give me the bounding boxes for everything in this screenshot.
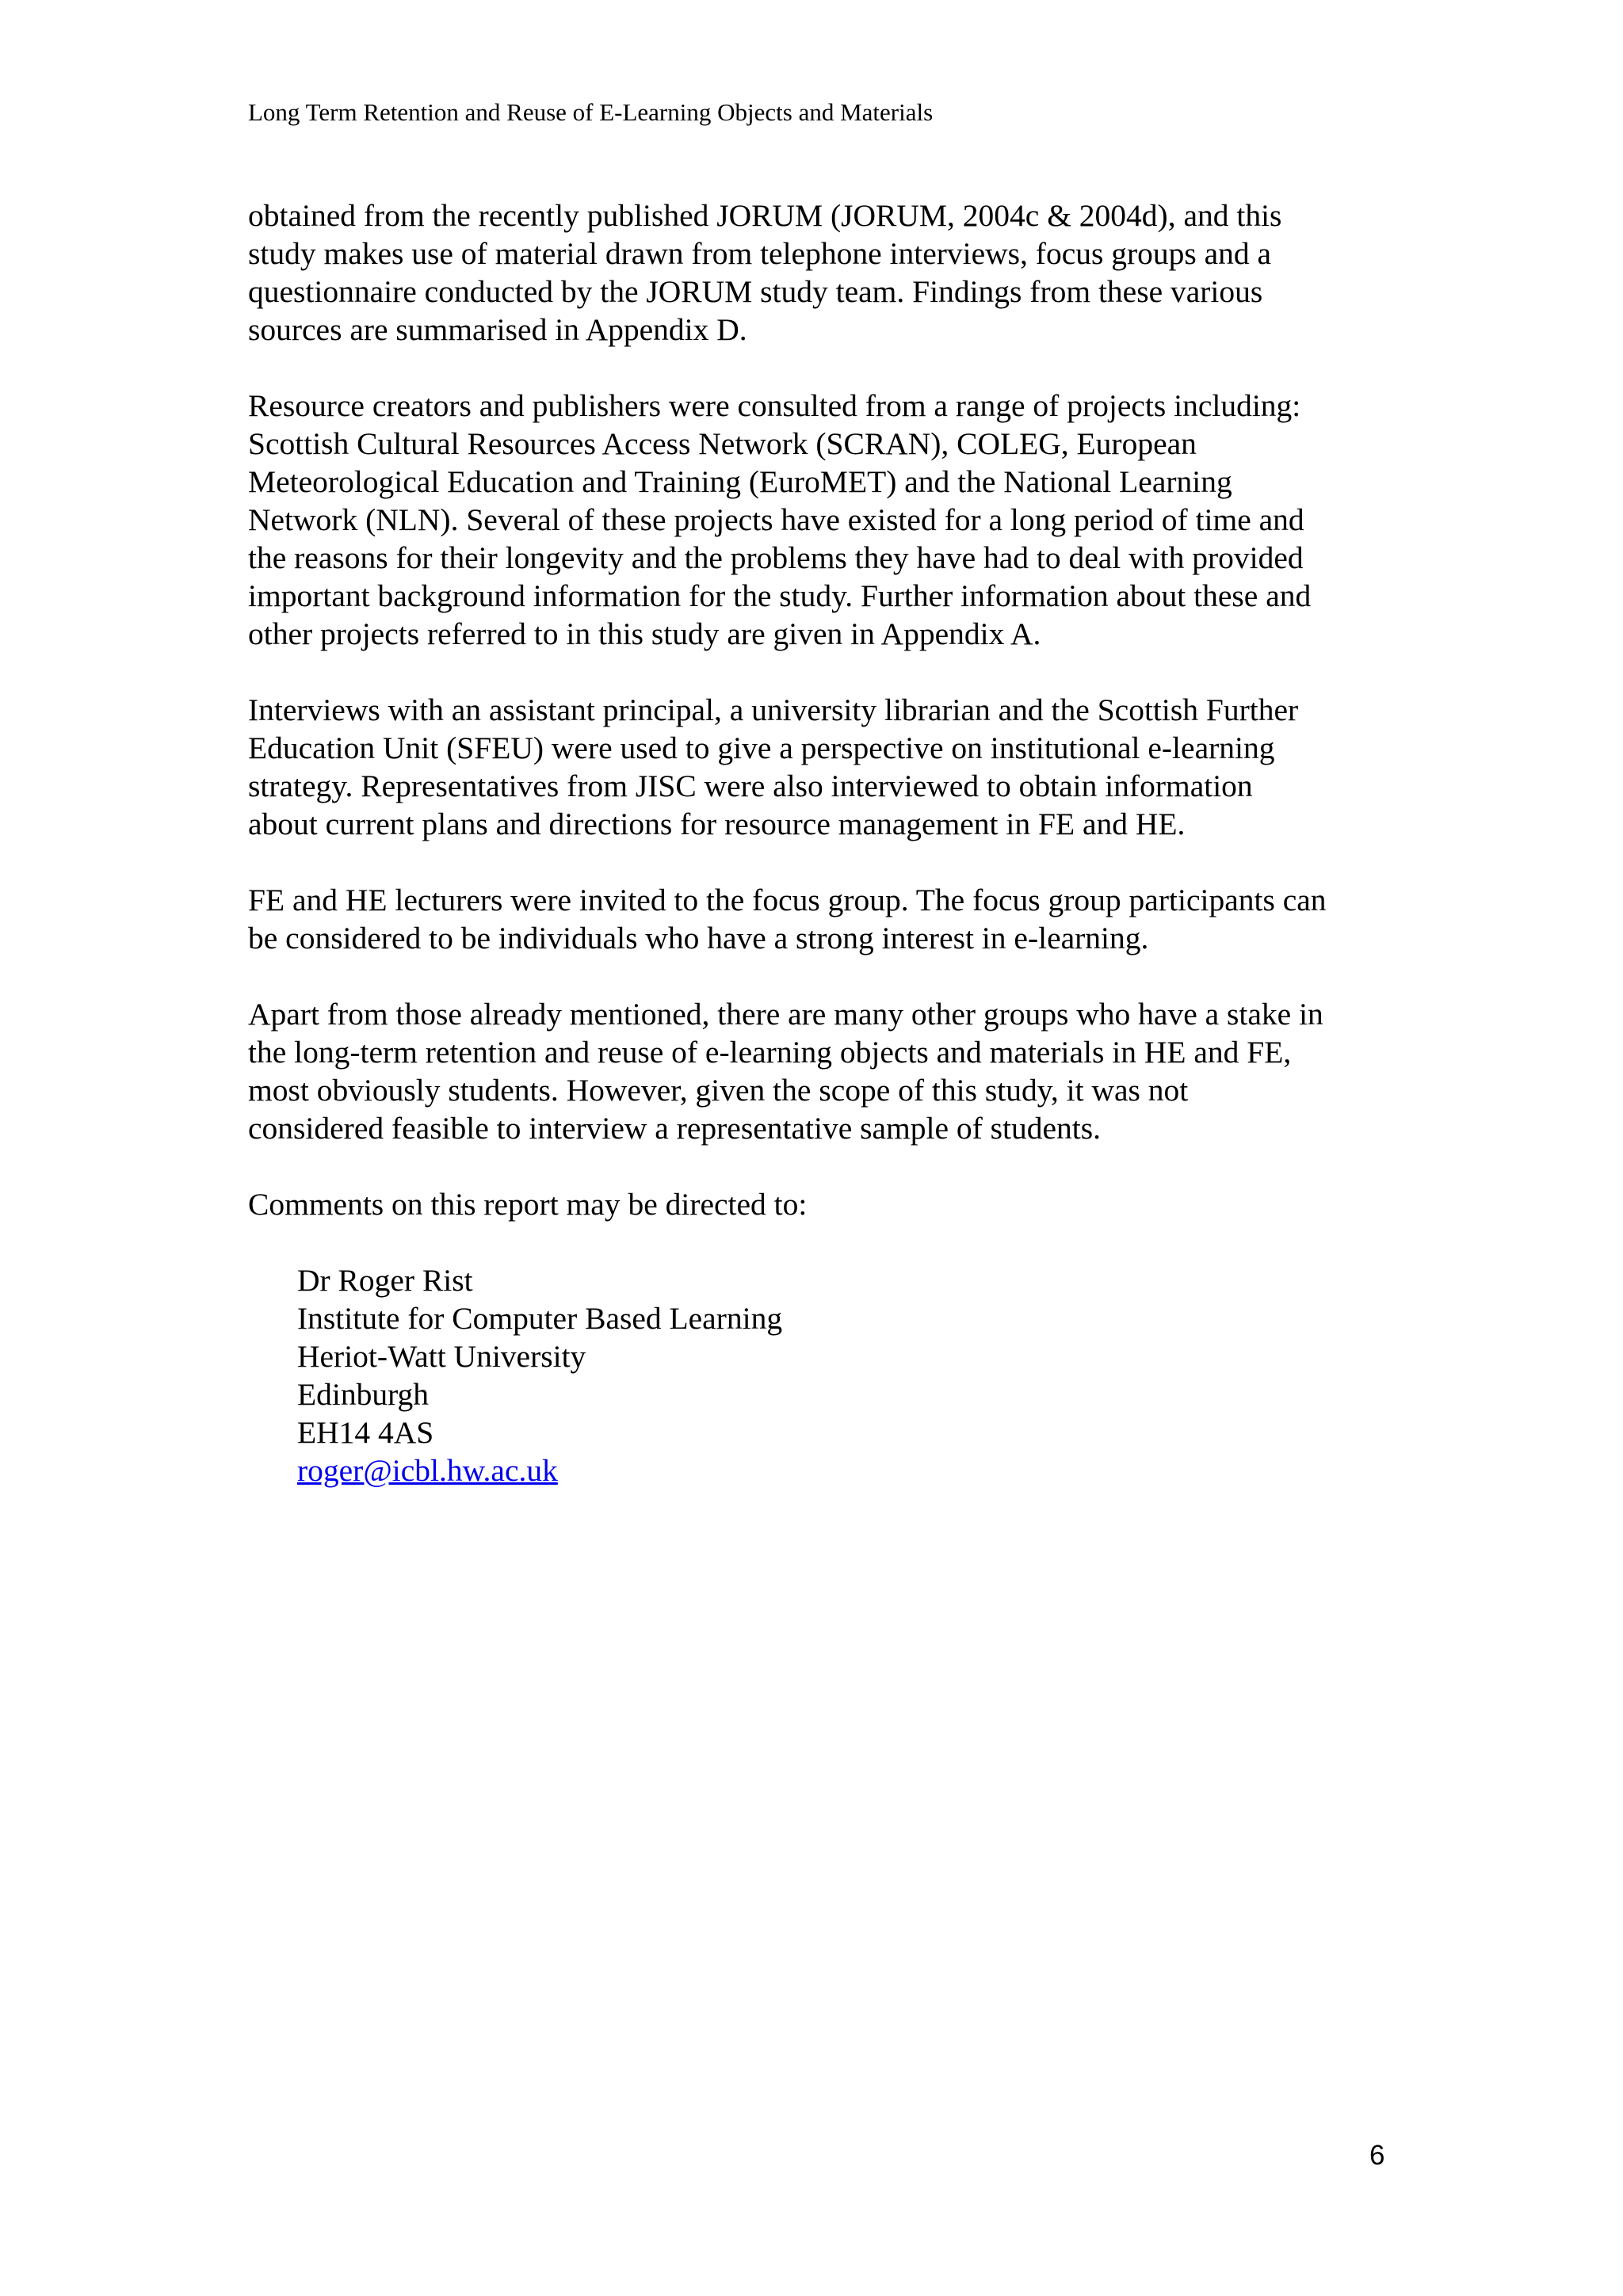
contact-email-line	[297, 1451, 1397, 1489]
text-line: strategy. Representatives from JISC were also interviewed to obtain information	[248, 769, 1253, 803]
text-line: Comments on this report may be directed to:	[248, 1187, 808, 1222]
contact-name: Dr Roger Rist	[297, 1263, 473, 1298]
text-line: most obviously students. However, given the scope of this study, it was not	[248, 1073, 1189, 1108]
text-line: the long-term retention and reuse of e-learning objects and materials in HE and FE,	[248, 1035, 1292, 1070]
text-line: Scottish Cultural Resources Access Network (SCRAN), COLEG, European	[248, 426, 1197, 461]
paragraph-sources	[248, 196, 1397, 349]
text-line: other projects referred to in this study are given in Appendix A.	[248, 616, 1041, 651]
contact-university: Heriot-Watt University	[297, 1339, 586, 1374]
paragraph-comments	[248, 1185, 1397, 1223]
text-line: study makes use of material drawn from telephone interviews, focus groups and a	[248, 236, 1272, 271]
text-line: FE and HE lecturers were invited to the focus group. The focus group participants can	[248, 883, 1327, 917]
text-line: Meteorological Education and Training (EuroMET) and the National Learning	[248, 464, 1232, 499]
paragraph-other-groups	[248, 995, 1397, 1147]
contact-postcode: EH14 4AS	[297, 1415, 434, 1450]
text-line: Network (NLN). Several of these projects have existed for a long period of time and	[248, 502, 1304, 537]
contact-email-link[interactable]: roger@icbl.hw.ac.uk	[297, 1453, 558, 1488]
contact-address	[248, 1261, 1397, 1489]
text-line: Education Unit (SFEU) were used to give a perspective on institutional e-learning	[248, 730, 1275, 765]
text-line: about current plans and directions for resource management in FE and HE.	[248, 807, 1186, 841]
text-line: be considered to be individuals who have a strong interest in e-learning.	[248, 921, 1149, 955]
paragraph-focus-group	[248, 881, 1397, 957]
contact-city: Edinburgh	[297, 1377, 430, 1412]
page-number: 6	[1369, 2140, 1385, 2171]
running-header: Long Term Retention and Reuse of E-Learning Objects and Materials	[248, 98, 934, 126]
paragraph-resource-creators	[248, 387, 1397, 653]
text-line: important background information for the study. Further information about these and	[248, 578, 1312, 613]
contact-institute: Institute for Computer Based Learning	[297, 1301, 783, 1336]
text-line: questionnaire conducted by the JORUM study team. Findings from these various	[248, 274, 1263, 309]
text-line: the reasons for their longevity and the problems they have had to deal with provided	[248, 540, 1304, 575]
text-line: Interviews with an assistant principal, a university librarian and the Scottish Further	[248, 692, 1299, 727]
text-line: Apart from those already mentioned, there are many other groups who have a stake in	[248, 997, 1323, 1032]
text-line: obtained from the recently published JORUM (JORUM, 2004c & 2004d), and this	[248, 198, 1282, 233]
document-body	[248, 196, 1397, 1489]
text-line: sources are summarised in Appendix D.	[248, 312, 747, 347]
text-line: Resource creators and publishers were consulted from a range of projects including:	[248, 388, 1301, 423]
paragraph-interviews	[248, 691, 1397, 843]
text-line: considered feasible to interview a representative sample of students.	[248, 1111, 1101, 1146]
